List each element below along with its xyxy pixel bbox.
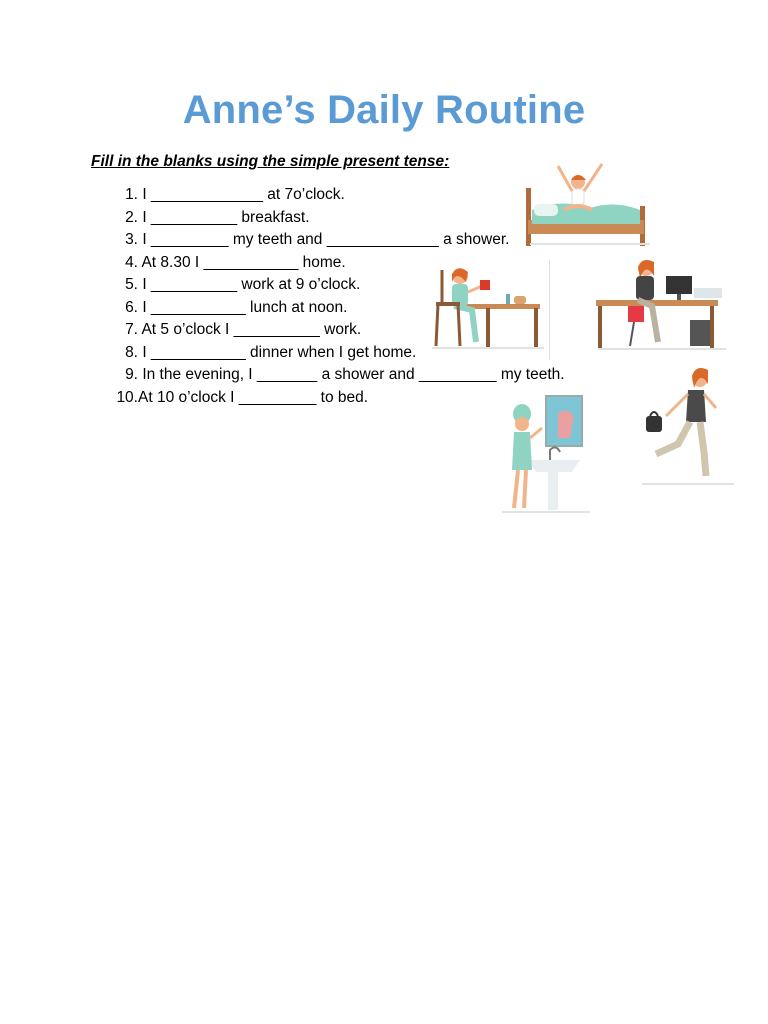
woman-having-breakfast-illustration — [428, 262, 546, 352]
woman-working-at-desk-illustration — [594, 254, 730, 352]
item-text: At 5 o’clock I __________ work. — [141, 321, 362, 338]
item-number: 5. — [125, 276, 138, 293]
item-text: In the evening, I _______ a shower and _________ my teeth. — [142, 366, 565, 383]
item-text: I __________ breakfast. — [142, 208, 310, 226]
list-item — [108, 387, 565, 410]
item-text: At 8.30 I ___________ home. — [141, 253, 346, 271]
page-title: Anne’s Daily Routine — [182, 88, 586, 132]
list-item — [108, 184, 565, 207]
woman-waking-up-in-bed-illustration — [520, 158, 660, 248]
item-number: 3. — [125, 231, 138, 248]
item-text: At 10 o’clock I _________ to bed. — [138, 388, 369, 406]
woman-brushing-teeth-illustration — [498, 394, 594, 516]
list-item — [108, 364, 565, 387]
item-number: 9. — [125, 366, 138, 383]
item-text: I __________ work at 9 o’clock. — [142, 276, 361, 293]
item-number: 2. — [125, 208, 138, 226]
list-item — [108, 207, 565, 230]
item-number: 7. — [125, 321, 138, 338]
item-number: 4. — [125, 253, 138, 271]
woman-walking-with-bag-illustration — [638, 364, 738, 490]
item-text: I ___________ dinner when I get home. — [142, 343, 417, 361]
item-number: 10. — [116, 388, 138, 406]
item-text: I ___________ lunch at noon. — [142, 298, 348, 316]
divider-line — [549, 260, 550, 360]
item-text: I _________ my teeth and _____________ a shower. — [142, 231, 510, 248]
instructions: Fill in the blanks using the simple present tense: — [91, 153, 450, 170]
item-number: 8. — [125, 343, 138, 361]
item-number: 1. — [125, 186, 138, 203]
list-item — [108, 229, 565, 252]
item-text: I _____________ at 7o’clock. — [142, 186, 345, 203]
item-number: 6. — [125, 298, 138, 316]
